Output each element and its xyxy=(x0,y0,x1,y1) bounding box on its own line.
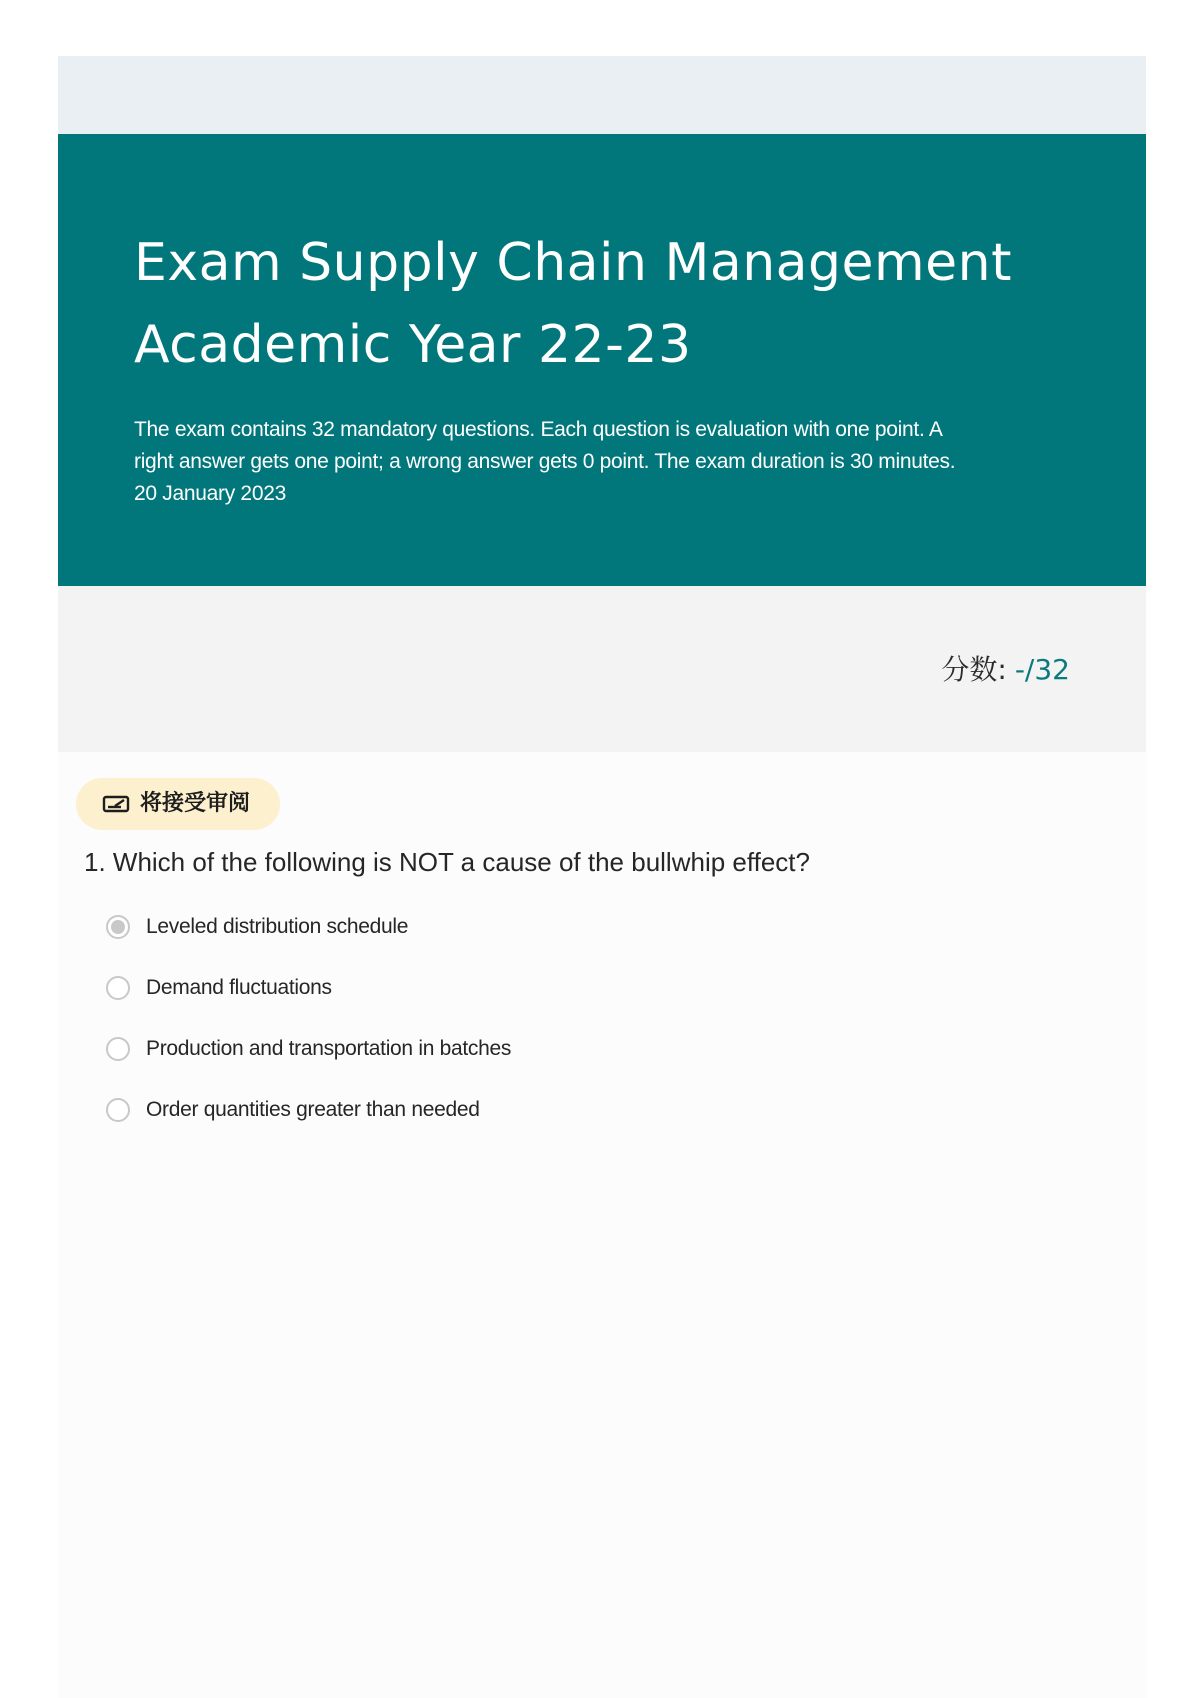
answer-option[interactable] xyxy=(106,1079,1036,1140)
review-badge-label: 将接受审阅 xyxy=(140,791,251,816)
form-description xyxy=(134,414,1094,510)
radio-button[interactable] xyxy=(106,1037,130,1061)
option-label: Production and transportation in batches xyxy=(146,1036,512,1060)
answer-options xyxy=(76,896,1036,1140)
header-banner xyxy=(58,134,1146,586)
form-title xyxy=(134,222,1094,386)
score-value: -/32 xyxy=(1014,653,1070,686)
score-display xyxy=(941,652,1070,688)
option-label: Demand fluctuations xyxy=(146,975,332,999)
score-band xyxy=(58,586,1146,752)
option-label: Leveled distribution schedule xyxy=(146,914,409,938)
top-strip xyxy=(58,56,1146,134)
radio-button-selected[interactable] xyxy=(106,915,130,939)
description-date: 20 January 2023 xyxy=(134,482,286,505)
option-label: Order quantities greater than needed xyxy=(146,1097,480,1121)
description-line: The exam contains 32 mandatory questions. Each question is evaluation with one point. A xyxy=(134,418,943,441)
question-card xyxy=(76,778,1036,1140)
form-title-line: Academic Year 22-23 xyxy=(134,315,692,375)
radio-button[interactable] xyxy=(106,976,130,1000)
answer-option[interactable] xyxy=(106,957,1036,1018)
answer-option[interactable] xyxy=(106,896,1036,957)
review-pen-icon xyxy=(102,793,132,815)
answer-option[interactable] xyxy=(106,1018,1036,1079)
score-label: 分数: xyxy=(941,653,1007,686)
description-line: right answer gets one point; a wrong answer gets 0 point. The exam duration is 30 minutes. xyxy=(134,450,956,473)
form-title-line: Exam Supply Chain Management xyxy=(134,233,1013,293)
radio-button[interactable] xyxy=(106,1098,130,1122)
review-badge xyxy=(76,778,280,830)
question-text: 1. Which of the following is NOT a cause of the bullwhip effect? xyxy=(84,847,810,877)
